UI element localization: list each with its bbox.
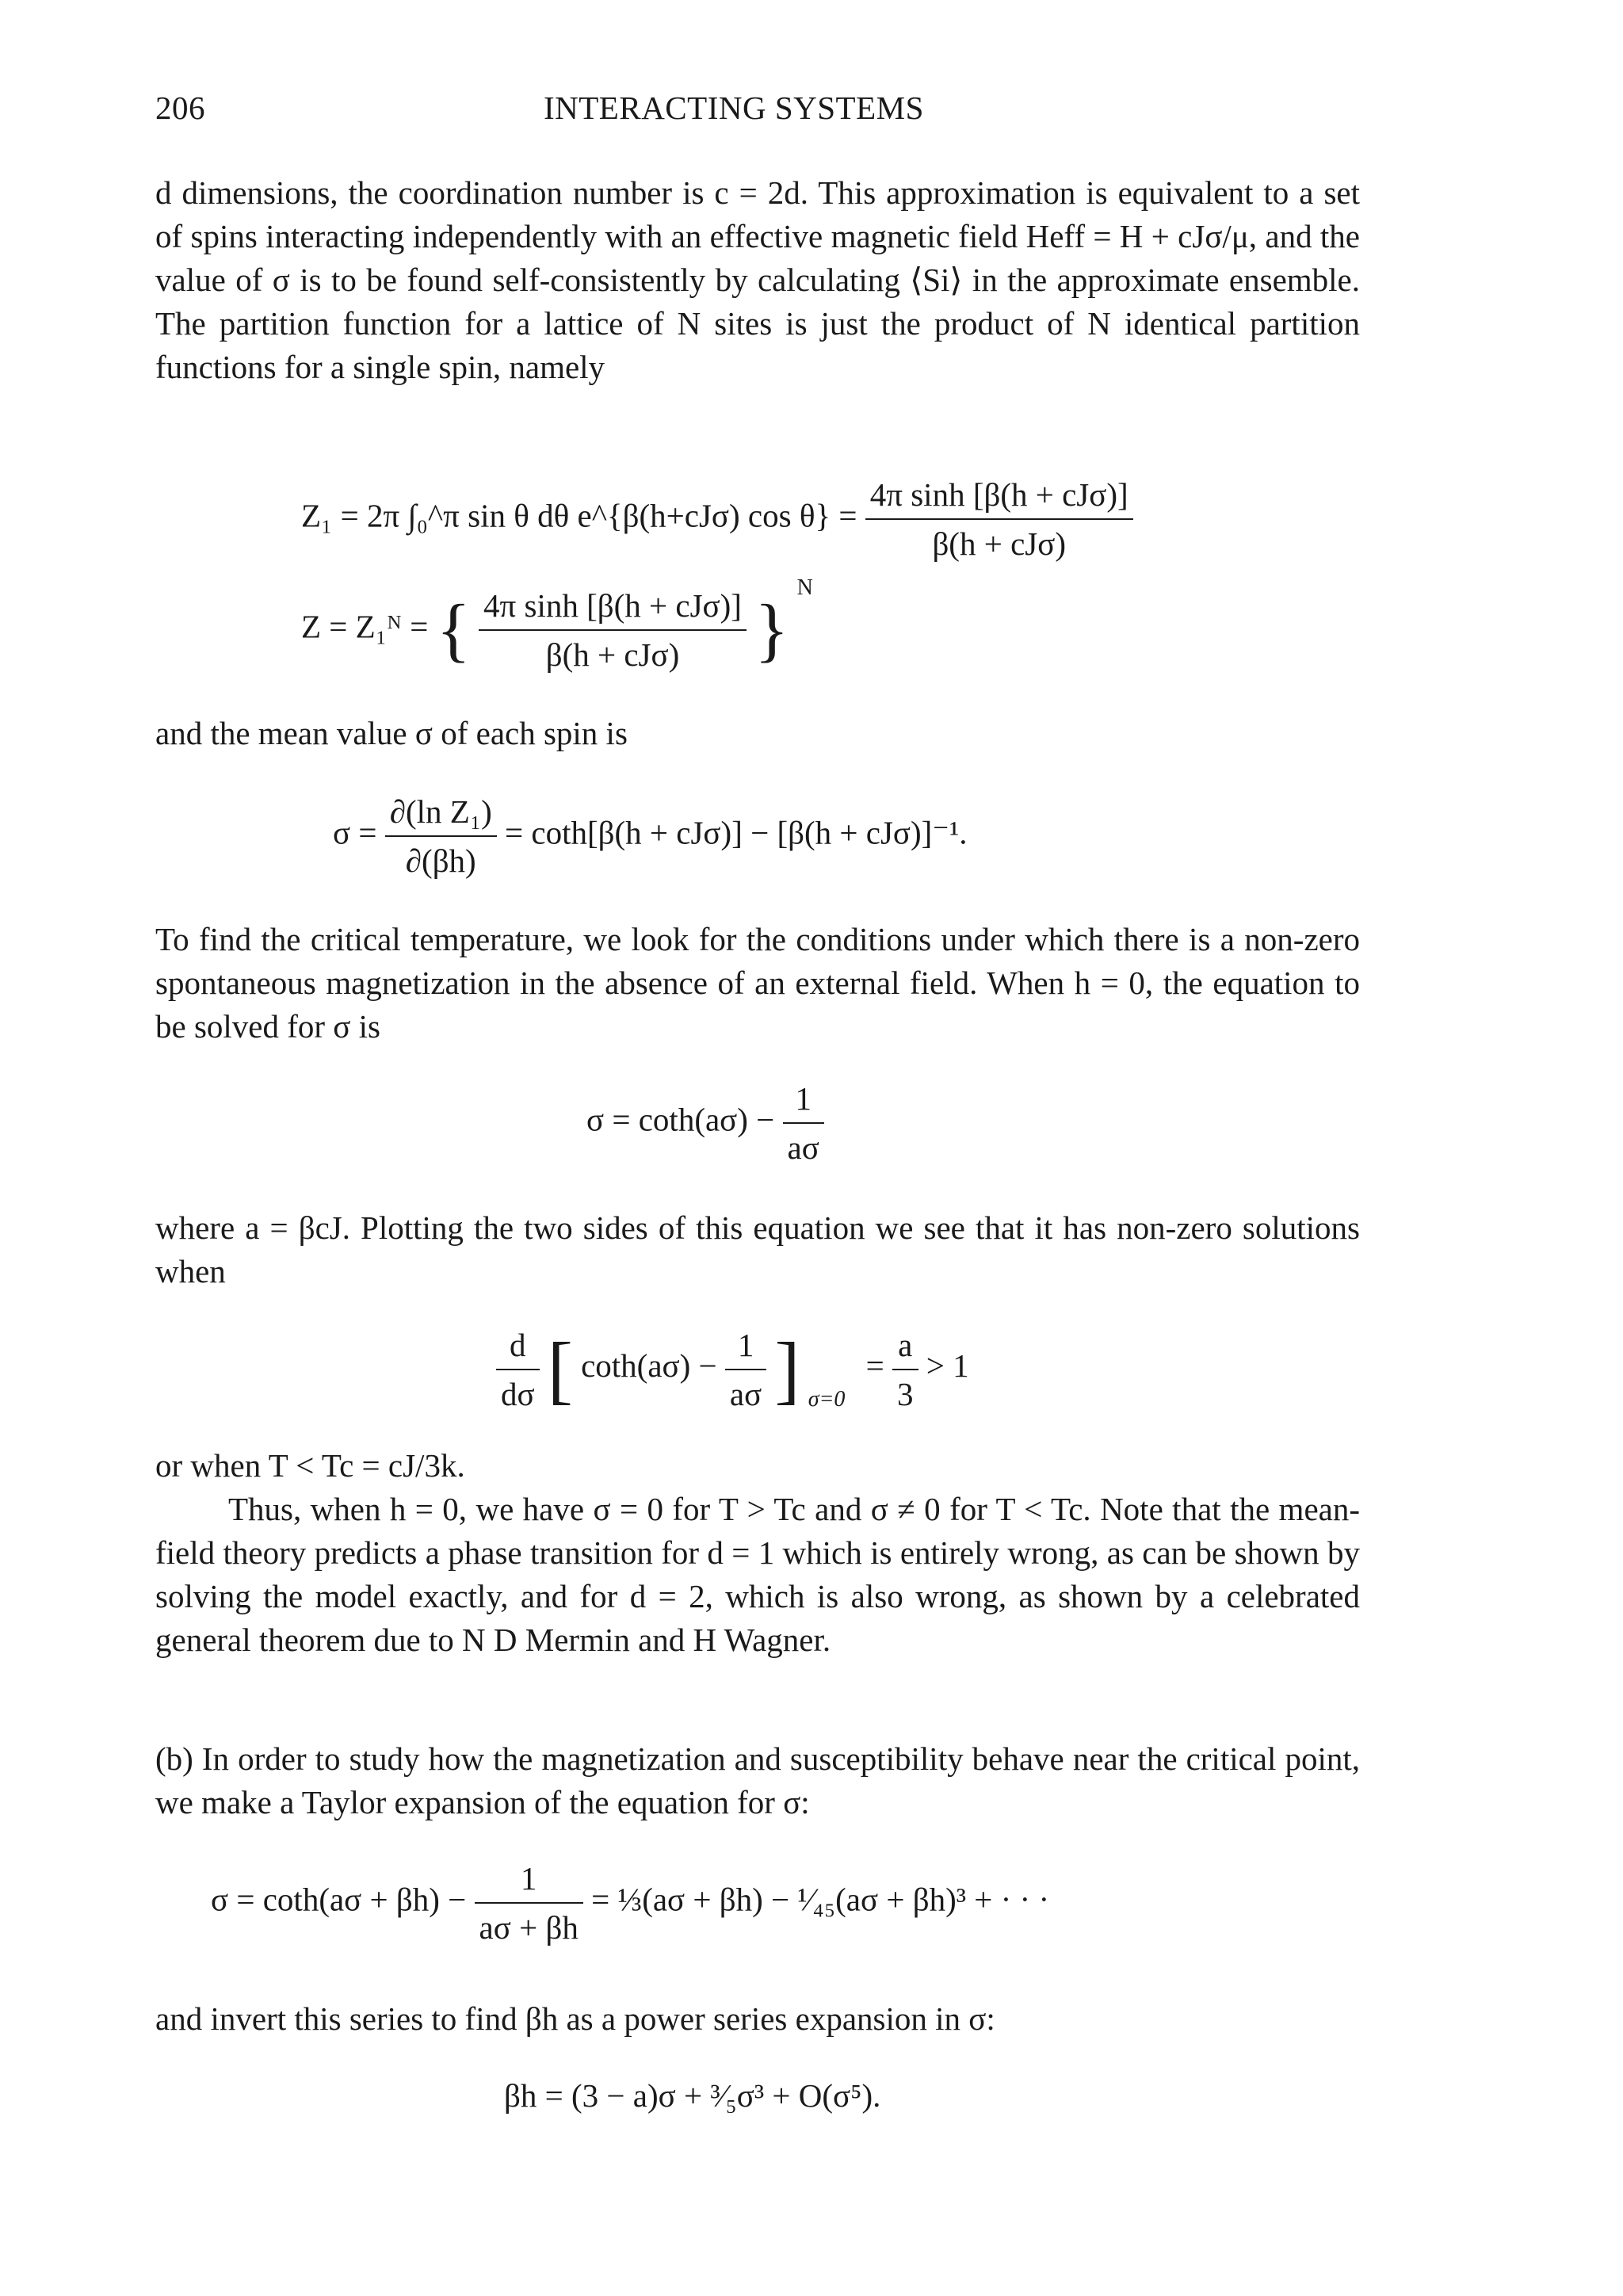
equation-critical-fraction — [783, 1079, 824, 1167]
equation-z-fraction — [479, 586, 747, 674]
right-bracket: ] — [774, 1327, 800, 1412]
equation-z1 — [301, 476, 1133, 563]
equation-z-lhs: Z = Z₁ᴺ = — [301, 608, 429, 645]
equation-taylor-lhs: σ = coth(aσ + βh) − — [211, 1881, 467, 1918]
paragraph-mean-value: and the mean value σ of each spin is — [155, 715, 628, 751]
equation-derivative-inner-fraction — [725, 1326, 766, 1413]
equation-sigma-numerator: ∂(ln Z₁) — [385, 793, 497, 837]
equation-z1-fraction — [865, 476, 1133, 563]
equation-derivative-operator — [496, 1326, 540, 1413]
equation-z-denominator: β(h + cJσ) — [545, 636, 680, 673]
equation-z-exponent: N — [796, 575, 813, 600]
equation-critical — [586, 1079, 824, 1167]
equation-sigma — [333, 793, 968, 880]
left-bracket: [ — [547, 1327, 573, 1412]
equation-z1-numerator: 4π sinh [β(h + cJσ)] — [865, 476, 1133, 520]
equation-z1-lhs: Z₁ = 2π ∫₀^π sin θ dθ e^{β(h+cJσ) cos θ} = — [301, 497, 857, 534]
derivative-result-numerator: a — [892, 1326, 918, 1370]
equation-z-numerator: 4π sinh [β(h + cJσ)] — [479, 586, 747, 631]
equation-z — [301, 575, 813, 674]
derivative-evaluation-point: σ=0 — [808, 1387, 846, 1412]
equation-sigma-fraction — [385, 793, 497, 880]
equation-z1-denominator: β(h + cJσ) — [932, 525, 1066, 562]
paragraph-invert-series: and invert this series to find βh as a power series expansion in σ: — [155, 2000, 995, 2037]
derivative-equals: = — [865, 1347, 884, 1384]
equation-beta-h: βh = (3 − a)σ + ³⁄₅σ³ + O(σ⁵). — [504, 2077, 881, 2114]
equation-sigma-rhs: = coth[β(h + cJσ)] − [β(h + cJσ)]⁻¹. — [505, 814, 968, 851]
equation-sigma-denominator: ∂(βh) — [405, 842, 476, 879]
equation-taylor-rhs: = ⅓(aσ + βh) − ¹⁄₄₅(aσ + βh)³ + · · · — [591, 1881, 1050, 1918]
derivative-result-fraction — [892, 1326, 918, 1413]
running-title: INTERACTING SYSTEMS — [544, 90, 924, 126]
page-number: 206 — [155, 90, 205, 126]
derivative-result-denominator: 3 — [897, 1375, 914, 1412]
equation-taylor — [211, 1859, 1049, 1946]
equation-derivative-inner: coth(aσ) − — [581, 1347, 717, 1384]
paragraph-mean-field-conclusion: Thus, when h = 0, we have σ = 0 for T > Tc and σ ≠ 0 for T < Tc. Note that the mean-field theory predicts a phase transition for d = 1 which is entirely wrong, as can be shown by solving the model exactly, and for d = 2, which is also wrong, as shown by a celebrated general theorem due to N D Mermin and H Wagner. — [155, 1491, 1360, 1658]
paragraph-taylor-intro: (b) In order to study how the magnetization and susceptibility behave near the critical point, we make a Taylor expansion of the equation for σ: — [155, 1740, 1360, 1820]
paragraph-critical-temperature: To find the critical temperature, we look for the conditions under which there is a non-zero spontaneous magnetization in the absence of an external field. When h = 0, the equation to be solved for σ is — [155, 921, 1360, 1045]
left-brace: { — [436, 590, 471, 670]
equation-critical-lhs: σ = coth(aσ) − — [586, 1101, 775, 1138]
equation-taylor-numerator: 1 — [475, 1859, 583, 1904]
paragraph-mean-field-intro: d dimensions, the coordination number is c = 2d. This approximation is equivalent to a set of spins interacting independently with an effective magnetic field Heff = H + cJσ/μ, and the value of σ is to be found self-consistently by calculating ⟨Si⟩ in the approximate ensemble. The partition function for a lattice of N sites is just the product of N identical partition functions for a single spin, namely — [155, 174, 1360, 385]
derivative-inner-denominator: aσ — [729, 1375, 762, 1412]
equation-taylor-denominator: aσ + βh — [479, 1909, 579, 1946]
derivative-inequality: > 1 — [926, 1347, 969, 1384]
derivative-d: d — [496, 1326, 540, 1370]
right-brace: } — [754, 590, 789, 670]
paragraph-plotting: where a = βcJ. Plotting the two sides of this equation we see that it has non-zero solutions when — [155, 1209, 1360, 1289]
derivative-inner-numerator: 1 — [725, 1326, 766, 1370]
derivative-dsigma: dσ — [501, 1375, 535, 1412]
equation-critical-numerator: 1 — [783, 1079, 824, 1124]
equation-derivative — [496, 1325, 969, 1413]
paragraph-critical-condition: or when T < Tc = cJ/3k. — [155, 1447, 465, 1484]
equation-critical-denominator: aσ — [787, 1129, 819, 1166]
equation-sigma-lhs: σ = — [333, 814, 377, 851]
equation-taylor-fraction — [475, 1859, 583, 1946]
